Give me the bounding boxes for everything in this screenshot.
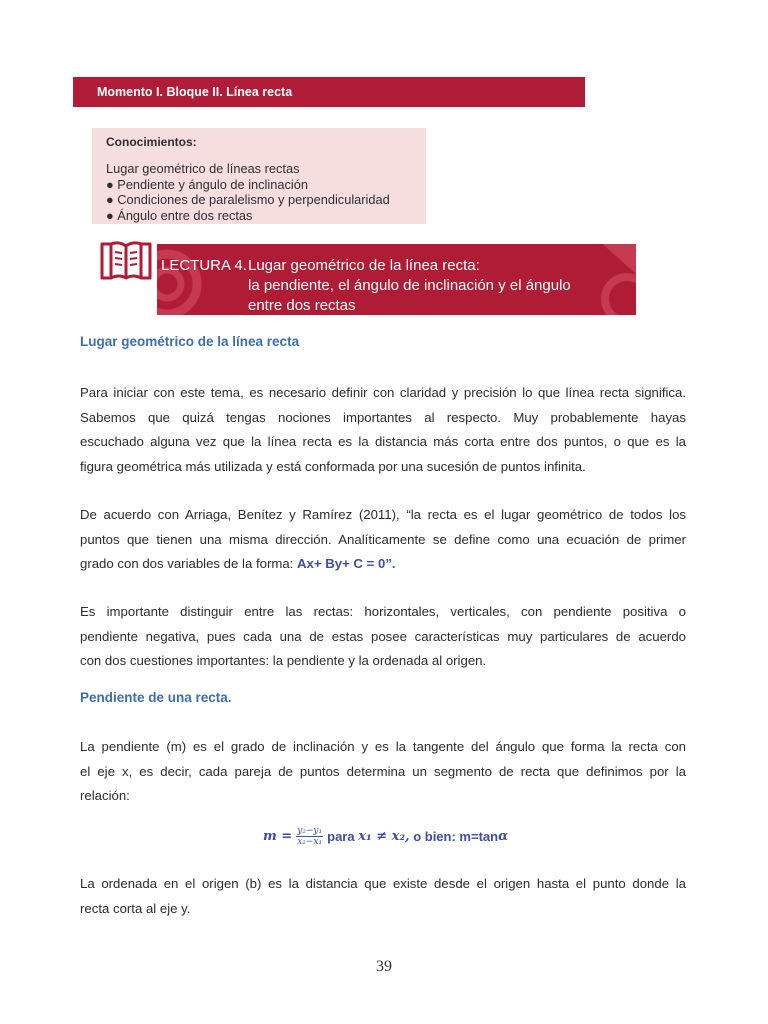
text-line: figura geométrica más utilizada y está conformada por una sucesión de puntos infinita. [80, 459, 586, 475]
knowledge-title: Conocimientos: [106, 135, 197, 149]
formula-para: para [327, 828, 355, 844]
text-line: pendiente negativa, pues cada una de estas posee características muy particulares de acuerdo [80, 628, 686, 644]
text-fragment: grado con dos variables de la forma: [80, 556, 297, 572]
text-line: con dos cuestiones importantes: la pendiente y la ordenada al origen. [80, 653, 487, 669]
lecture-banner [157, 244, 636, 315]
formula-condition: x₁ ≠ x₂, [358, 828, 410, 844]
lecture-title-line-3: entre dos rectas [248, 297, 356, 314]
lecture-title-line-2: la pendiente, el ángulo de inclinación y el ángulo [248, 277, 571, 294]
text-line: La pendiente (m) es el grado de inclinación y es la tangente del ángulo que forma la recta con [80, 739, 686, 754]
knowledge-item: ● Condiciones de paralelismo y perpendicularidad [106, 192, 390, 208]
formula-denominator: x₂−x₁ [297, 836, 323, 847]
lecture-title-line-1: Lugar geométrico de la línea recta: [248, 257, 480, 274]
text-line [80, 552, 686, 577]
header-text: Momento I. Bloque II. Línea recta [97, 85, 293, 99]
header-bar [73, 77, 585, 107]
formula-lhs: m = [263, 828, 293, 844]
text-line: puntos que tienen una misma dirección. Analíticamente se define como una ecuación de primer [80, 531, 686, 547]
page-number: 39 [376, 958, 392, 975]
text-line: escuchado alguna vez que la línea recta es la distancia más corta entre dos puntos, o que es la [80, 434, 686, 450]
text-line: el eje x, es decir, cada pareja de puntos determina un segmento de recta que definimos por la [80, 763, 686, 779]
formula-fraction [296, 826, 323, 847]
text-line: De acuerdo con Arriaga, Benítez y Ramírez (2011), “la recta es el lugar geométrico de todos los [80, 507, 686, 522]
text-line: Para iniciar con este tema, es necesario definir con claridad y precisión lo que línea recta significa. [80, 385, 686, 400]
text-line: relación: [80, 788, 130, 804]
lecture-label: LECTURA 4. [161, 257, 247, 274]
paragraph-slope [80, 735, 686, 809]
formula-numerator: y₂−y₁ [297, 825, 323, 836]
section-heading-pendiente: Pendiente de una recta. [80, 690, 232, 705]
knowledge-item: ● Pendiente y ángulo de inclinación [106, 176, 308, 192]
text-line: recta corta al eje y. [80, 900, 191, 916]
slope-formula [263, 822, 508, 850]
section-heading-lugar-geometrico: Lugar geométrico de la línea recta [80, 334, 300, 349]
paragraph-intercept [80, 872, 686, 921]
paragraph-definition [80, 503, 686, 577]
text-line: La ordenada en el origen (b) es la distancia que existe desde el origen hasta el punto donde la [80, 876, 686, 891]
general-equation: Ax+ By+ C = 0”. [296, 556, 396, 572]
text-line: Sabemos que quizá tengas nociones importantes al respecto. Muy probablemente hayas [80, 409, 686, 425]
paragraph-intro [80, 381, 686, 480]
knowledge-item: Lugar geométrico de líneas rectas [106, 160, 300, 176]
knowledge-box [92, 128, 426, 224]
text-line: Es importante distinguir entre las rectas: horizontales, verticales, con pendiente positiva o [80, 604, 686, 619]
book-icon [99, 238, 153, 282]
formula-alpha: α [498, 828, 509, 844]
knowledge-item: ● Ángulo entre dos rectas [106, 208, 253, 224]
formula-obien: o bien: m=tan [413, 828, 499, 844]
paragraph-distinguish [80, 600, 686, 674]
